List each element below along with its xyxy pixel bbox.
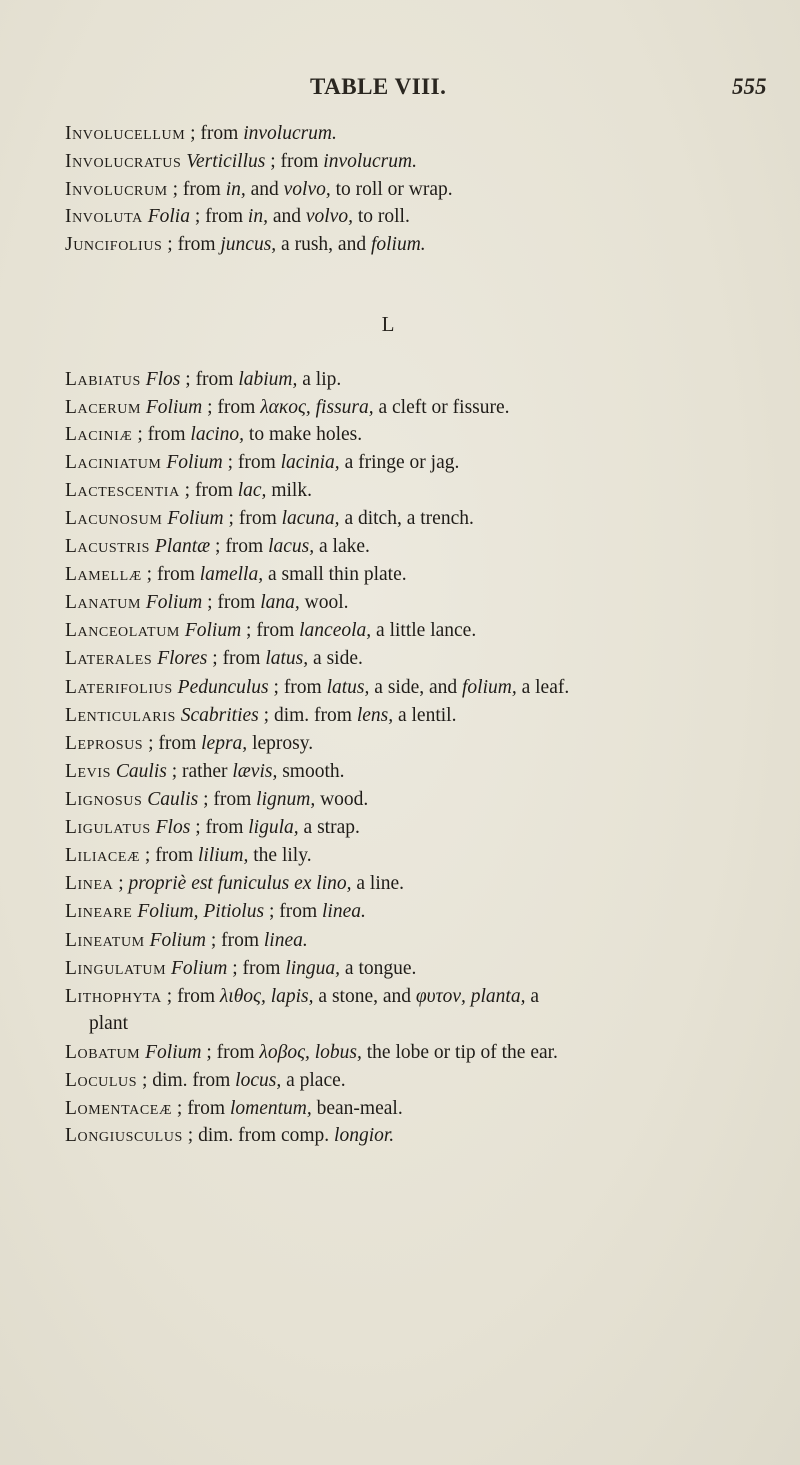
entry-definition: from lingua, a tongue.	[242, 958, 417, 979]
entry-separator: ;	[143, 733, 159, 754]
glossary-entry	[65, 1122, 394, 1149]
entry-headword: Lignosus	[65, 789, 143, 810]
glossary-entry	[65, 561, 407, 588]
entry-headword: Lithophyta	[65, 986, 162, 1007]
entry-separator: ;	[268, 677, 284, 698]
entry-headword: Laterifolius	[65, 677, 173, 698]
entry-definition: from lomentum, bean-meal.	[187, 1098, 403, 1119]
entry-separator: ;	[201, 1042, 217, 1063]
entry-separator: ;	[264, 901, 280, 922]
entry-term: Folium	[145, 397, 203, 418]
entry-definition: from in, and volvo, to roll.	[205, 206, 410, 227]
entry-headword: Lamellæ	[65, 564, 142, 585]
glossary-entry	[65, 842, 312, 869]
entry-headword: Lenticularis	[65, 705, 176, 726]
entry-separator: ;	[227, 958, 243, 979]
entry-separator: ;	[223, 508, 239, 529]
entry-headword: Involucellum	[65, 123, 186, 144]
entry-headword: Liliaceæ	[65, 845, 141, 866]
entry-separator: ;	[166, 761, 183, 782]
entry-headword: Longiusculus	[65, 1125, 183, 1146]
entry-headword: Lacerum	[65, 397, 142, 418]
entry-definition: dim. from locus, a place.	[152, 1070, 346, 1091]
entry-definition: from lacinia, a fringe or jag.	[237, 452, 460, 473]
entry-headword: Lineatum	[65, 930, 145, 951]
entry-term: Flos	[145, 369, 181, 390]
entry-definition: from in, and volvo, to roll or wrap.	[182, 179, 453, 200]
glossary-entry	[65, 394, 510, 421]
entry-definition: from lilium, the lily.	[155, 845, 312, 866]
entry-headword: Laterales	[65, 648, 153, 669]
entry-definition: from involucrum.	[200, 123, 337, 144]
entry-headword: Labiatus	[65, 369, 141, 390]
entry-definition: from lacuna, a ditch, a trench.	[238, 508, 474, 529]
entry-term: Folium	[184, 620, 242, 641]
entry-definition: from λακος, fissura, a cleft or fissure.	[217, 397, 510, 418]
entry-definition: from lacus, a lake.	[225, 536, 370, 557]
section-letter-text: L	[381, 312, 395, 336]
glossary-entry	[65, 898, 366, 925]
entry-definition: from labium, a lip.	[195, 369, 342, 390]
entry-headword: Lactescentia	[65, 480, 180, 501]
running-header	[0, 74, 800, 104]
entry-term: Folium	[145, 592, 203, 613]
entry-term: Scabrities	[180, 705, 259, 726]
glossary-entry	[65, 148, 417, 175]
entry-term: Folium	[166, 452, 223, 473]
entry-headword: Involucratus	[65, 151, 182, 172]
entry-separator: ;	[182, 1125, 199, 1146]
entry-definition: propriè est funiculus ex lino, a line.	[128, 873, 405, 894]
glossary-entry	[65, 758, 345, 785]
glossary-entry	[65, 674, 569, 701]
entry-definition: from lanceola, a little lance.	[256, 620, 477, 641]
glossary-entry	[65, 421, 362, 448]
entry-definition: from lamella, a small thin plate.	[156, 564, 407, 585]
entry-term: Folium	[167, 508, 224, 529]
glossary-entry	[65, 505, 474, 532]
entry-separator: ;	[258, 705, 274, 726]
entry-headword: Levis	[65, 761, 112, 782]
glossary-entry	[65, 730, 313, 757]
entry-definition: from lac, milk.	[194, 480, 312, 501]
entry-separator: ;	[189, 206, 206, 227]
entry-separator: ;	[141, 564, 157, 585]
entry-headword: Lineare	[65, 901, 133, 922]
entry-definition: from latus, a side.	[222, 648, 363, 669]
entry-term: Verticillus	[186, 151, 266, 172]
entry-term: Folium	[149, 930, 206, 951]
glossary-entry	[65, 814, 360, 841]
entry-separator: ;	[113, 873, 129, 894]
entry-headword: Lomentaceæ	[65, 1098, 173, 1119]
entry-separator: ;	[167, 179, 183, 200]
entry-separator: ;	[202, 397, 218, 418]
entry-separator: ;	[190, 817, 206, 838]
entry-headword: Linea	[65, 873, 114, 894]
glossary-entry	[65, 870, 404, 897]
glossary-entry	[65, 120, 337, 147]
entry-definition: from linea.	[279, 901, 366, 922]
entry-headword: Lingulatum	[65, 958, 167, 979]
entry-headword: Ligulatus	[65, 817, 151, 838]
entry-definition: from juncus, a rush, and folium.	[177, 234, 426, 255]
entry-definition: from linea.	[221, 930, 308, 951]
entry-definition: from lacino, to make holes.	[147, 424, 363, 445]
entry-separator: ;	[132, 424, 148, 445]
entry-term: Folium	[145, 1042, 202, 1063]
entry-term: Folium	[171, 958, 228, 979]
entry-definition: from involucrum.	[280, 151, 417, 172]
glossary-entry	[65, 533, 370, 560]
entry-definition: from λοβος, lobus, the lobe or tip of the ear.	[216, 1042, 558, 1063]
entry-headword: Lanceolatum	[65, 620, 180, 641]
entry-definition: from lignum, wood.	[213, 789, 369, 810]
entry-definition: dim. from comp. longior.	[198, 1125, 395, 1146]
entry-term: Caulis	[147, 789, 199, 810]
entry-separator: ;	[161, 986, 178, 1007]
glossary-entry	[65, 449, 459, 476]
entry-definition: dim. from lens, a lentil.	[273, 705, 457, 726]
entry-definition: from latus, a side, and folium, a leaf.	[283, 677, 570, 698]
entry-headword: Lacunosum	[65, 508, 163, 529]
entry-headword: Laciniæ	[65, 424, 133, 445]
glossary-entry	[65, 477, 312, 504]
entry-term: Flores	[157, 648, 208, 669]
entry-definition-continued: plant	[89, 1013, 128, 1034]
entry-term: Folia	[147, 206, 190, 227]
entry-definition: rather lævis, smooth.	[182, 761, 345, 782]
glossary-entry	[65, 231, 426, 258]
glossary-entry	[65, 702, 456, 729]
entry-headword: Involucrum	[65, 179, 168, 200]
entry-headword: Lobatum	[65, 1042, 141, 1063]
entry-headword: Leprosus	[65, 733, 144, 754]
entry-separator: ;	[265, 151, 281, 172]
entry-definition: from lana, wool.	[217, 592, 349, 613]
entry-separator: ;	[179, 480, 195, 501]
entry-separator: ;	[205, 930, 222, 951]
entry-headword: Laciniatum	[65, 452, 162, 473]
page-number: 555	[732, 74, 767, 99]
entry-separator: ;	[202, 592, 218, 613]
entry-separator: ;	[207, 648, 223, 669]
entry-term: Flos	[155, 817, 191, 838]
entry-term: Plantæ	[154, 536, 211, 557]
entry-separator: ;	[210, 536, 226, 557]
entry-separator: ;	[162, 234, 178, 255]
entry-headword: Juncifolius	[65, 234, 163, 255]
glossary-entry	[65, 645, 363, 672]
entry-definition: from ligula, a strap.	[205, 817, 360, 838]
glossary-entry	[65, 203, 410, 230]
entry-definition: from lepra, leprosy.	[158, 733, 314, 754]
glossary-entry	[65, 617, 476, 644]
page-title: TABLE VIII.	[310, 74, 447, 99]
glossary-entry	[65, 1039, 558, 1066]
entry-headword: Loculus	[65, 1070, 138, 1091]
entry-separator: ;	[222, 452, 238, 473]
entry-definition: from λιθος, lapis, a stone, and φυτον, planta, a	[177, 986, 540, 1007]
glossary-entry	[65, 176, 453, 203]
entry-term: Pedunculus	[177, 677, 269, 698]
glossary-entry	[65, 927, 308, 954]
entry-term: Caulis	[115, 761, 167, 782]
entry-separator: ;	[172, 1098, 188, 1119]
entry-separator: ;	[241, 620, 257, 641]
glossary-entry	[65, 1095, 403, 1122]
entry-headword: Involuta	[65, 206, 143, 227]
glossary-entry	[65, 983, 777, 1037]
glossary-entry	[65, 589, 348, 616]
glossary-entry	[65, 786, 368, 813]
entry-separator: ;	[185, 123, 201, 144]
section-letter	[0, 312, 800, 337]
glossary-entry	[65, 366, 341, 393]
glossary-entry	[65, 955, 416, 982]
entry-separator: ;	[137, 1070, 153, 1091]
entry-separator: ;	[140, 845, 156, 866]
entry-separator: ;	[198, 789, 214, 810]
entry-headword: Lacustris	[65, 536, 150, 557]
entry-term: Folium, Pitiolus	[137, 901, 265, 922]
entry-headword: Lanatum	[65, 592, 142, 613]
glossary-entry	[65, 1067, 346, 1094]
entry-separator: ;	[180, 369, 196, 390]
